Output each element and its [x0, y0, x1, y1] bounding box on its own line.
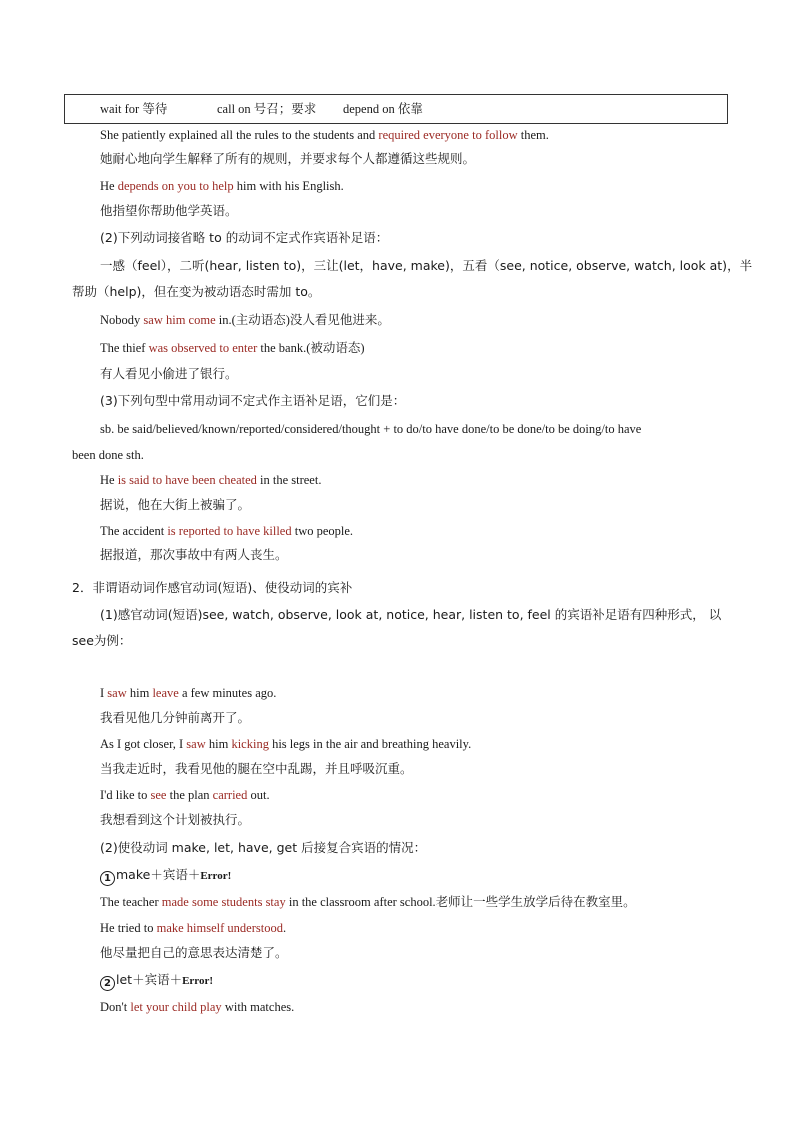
example-1: She patiently explained all the rules to the students and required everyone to follow them.	[100, 128, 549, 142]
phrase-box	[64, 94, 728, 124]
rule-2-line-2: 帮助（help)，但在变为被动语态时需加 to。	[72, 284, 321, 299]
example-2-translation: 他指望你帮助他学英语。	[100, 203, 238, 218]
example-7: I saw him leave a few minutes ago.	[100, 686, 277, 700]
example-8: As I got closer, I saw him kicking his legs in the air and breathing heavily.	[100, 737, 472, 751]
let-structure: 2 let＋宾语＋Error!	[100, 972, 213, 991]
example-12: Don't let your child play with matches.	[100, 1000, 295, 1014]
example-3: Nobody saw him come in.(主动语态)没人看见他进来。	[100, 313, 390, 327]
example-7-translation: 我看见他几分钟前离开了。	[100, 710, 251, 725]
example-6: The accident is reported to have killed two people.	[100, 524, 354, 538]
rule-3-line-1: sb. be said/believed/known/reported/considered/thought + to do/to have done/to be done/to be doing/to have	[100, 422, 642, 436]
phrase-call-on: call on 号召；要求	[217, 102, 317, 116]
heading-rule-2: (2)下列动词接省略 to 的动词不定式作宾语补足语：	[100, 230, 389, 245]
example-4: The thief was observed to enter the bank.(被动语态)	[100, 341, 365, 355]
make-structure: 1 make＋宾语＋Error!	[100, 867, 231, 886]
heading-rule-3: (3)下列句型中常用动词不定式作主语补足语，它们是：	[100, 393, 406, 408]
number-circle-1: 1	[100, 871, 115, 886]
example-1-translation: 她耐心地向学生解释了所有的规则，并要求每个人都遵循这些规则。	[100, 151, 476, 166]
example-2: He depends on you to help him with his English.	[100, 179, 344, 193]
example-10: The teacher made some students stay in the classroom after school.老师让一些学生放学后待在教室里。	[100, 895, 636, 909]
phrase-depend-on: depend on 依靠	[343, 102, 423, 116]
section-2-line-2: see为例：	[72, 633, 132, 648]
rule-2-line-1: 一感（feel），二听(hear, listen to)，三让(let，have, make)，五看（see, notice, observe, watch, look at)，半	[100, 258, 753, 273]
example-5-translation: 据说，他在大街上被骗了。	[100, 497, 251, 512]
example-6-translation: 据报道，那次事故中有两人丧生。	[100, 547, 288, 562]
rule-3-line-2: been done sth.	[72, 448, 144, 462]
example-8-translation: 当我走近时，我看见他的腿在空中乱踢，并且呼吸沉重。	[100, 761, 413, 776]
number-circle-2: 2	[100, 976, 115, 991]
section-2-heading: 2．非谓语动词作感官动词(短语)、使役动词的宾补	[72, 580, 353, 595]
heading-causative: (2)使役动词 make, let, have, get 后接复合宾语的情况：	[100, 840, 427, 855]
section-2-line-1: (1)感官动词(短语)see, watch, observe, look at, notice, hear, listen to, feel 的宾语补足语有四种形式， 以	[100, 607, 722, 622]
example-9: I'd like to see the plan carried out.	[100, 788, 270, 802]
example-4-translation: 有人看见小偷进了银行。	[100, 366, 238, 381]
example-5: He is said to have been cheated in the street.	[100, 473, 322, 487]
phrase-wait-for: wait for 等待	[100, 102, 168, 116]
example-11: He tried to make himself understood.	[100, 921, 287, 935]
example-9-translation: 我想看到这个计划被执行。	[100, 812, 251, 827]
example-11-translation: 他尽量把自己的意思表达清楚了。	[100, 945, 288, 960]
